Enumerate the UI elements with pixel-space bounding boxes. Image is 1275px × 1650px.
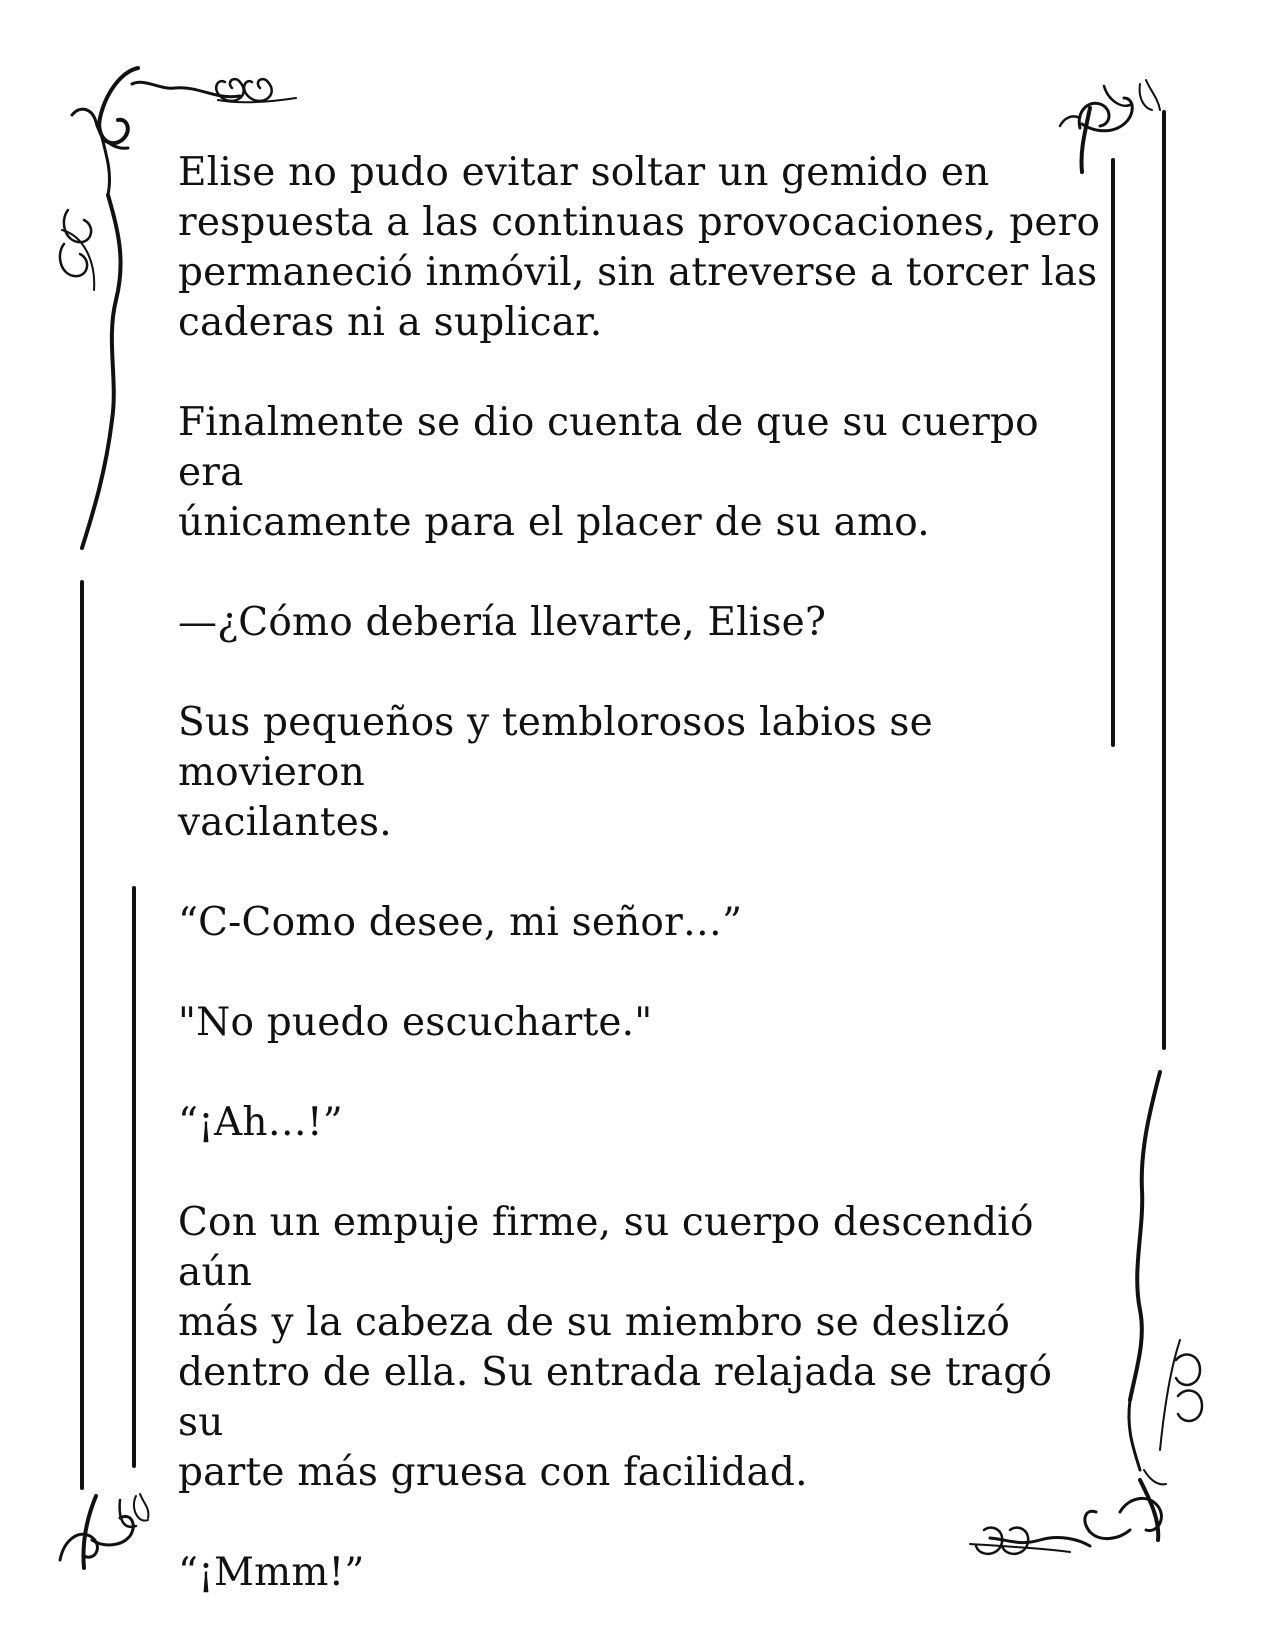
paragraph-5: “C-Como desee, mi señor…” <box>178 900 743 945</box>
bottom-left-flourish-icon <box>60 1494 148 1568</box>
story-text <box>178 148 1108 1598</box>
paragraph-6: "No puedo escucharte." <box>178 1000 653 1045</box>
paragraph-3: —¿Cómo debería llevarte, Elise? <box>178 600 827 645</box>
paragraph-7: “¡Ah…!” <box>178 1100 343 1145</box>
paragraph-2: Finalmente se dio cuenta de que su cuerpo era únicamente para el placer de su amo. <box>178 400 1039 545</box>
paragraph-4: Sus pequeños y temblorosos labios se movieron vacilantes. <box>178 700 933 845</box>
paragraph-9: “¡Mmm!” <box>178 1550 365 1595</box>
paragraph-1: Elise no pudo evitar soltar un gemido en respuesta a las continuas provocaciones, pero permaneció inmóvil, sin atreverse a torcer las caderas ni a suplicar. <box>178 150 1101 345</box>
paragraph-8: Con un empuje firme, su cuerpo descendió aún más y la cabeza de su miembro se deslizó dentro de ella. Su entrada relajada se tragó su parte más gruesa con facilidad. <box>178 1200 1053 1495</box>
